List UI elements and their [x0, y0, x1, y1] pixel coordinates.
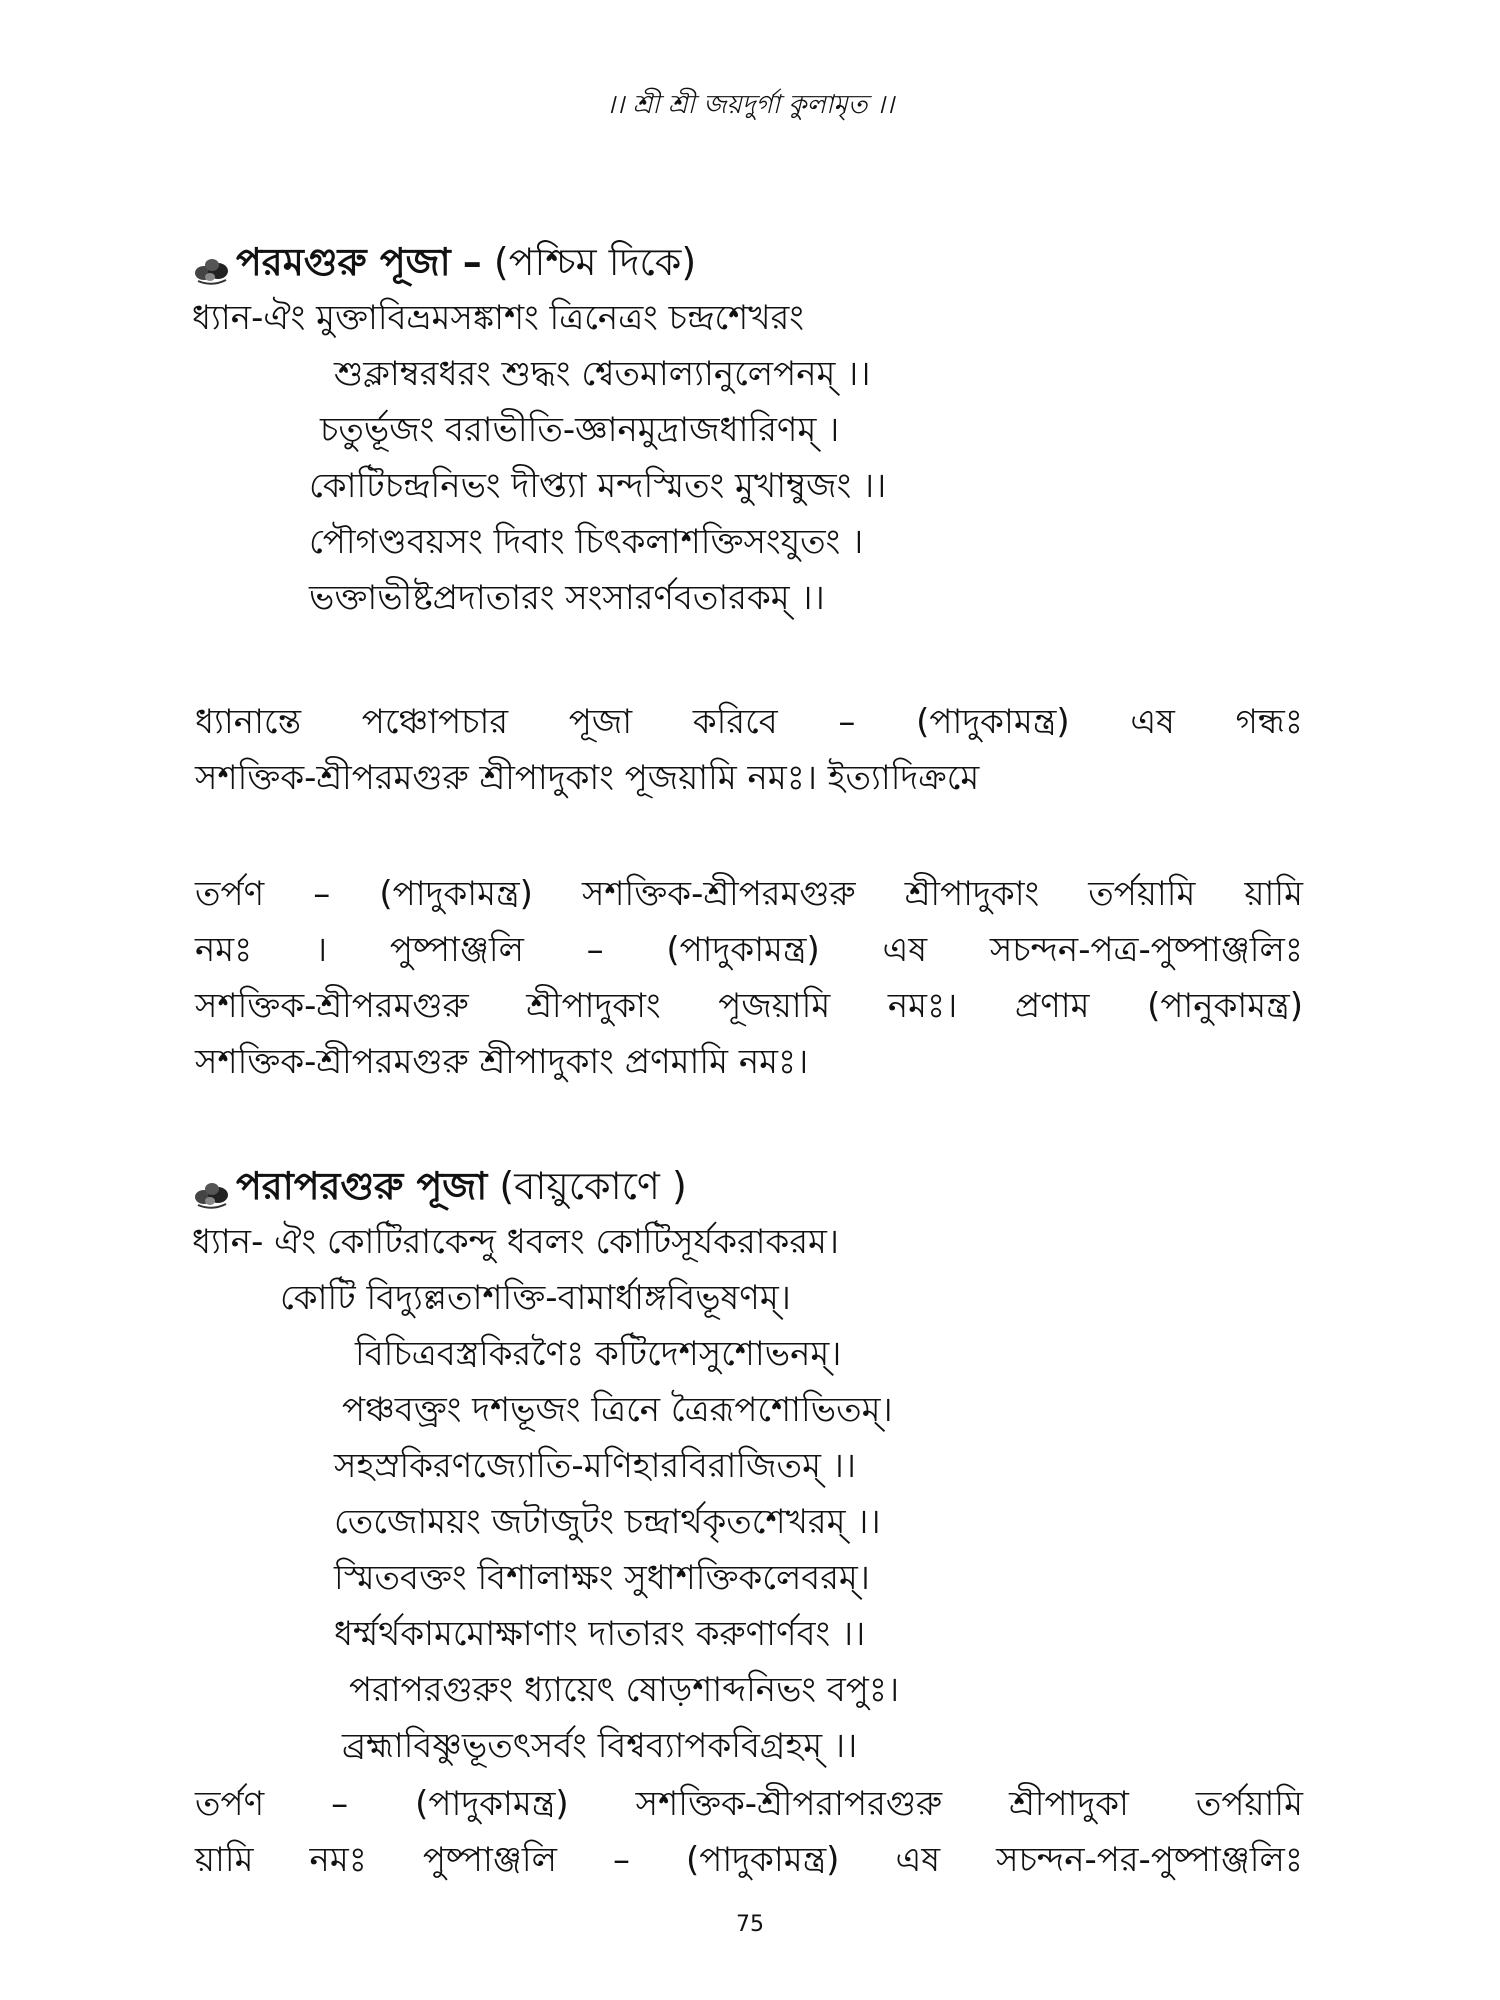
paragraph-line: তর্পণ – (পাদুকামন্ত্র) সশক্তিক-শ্রীপরমগুরু শ্রীপাদুকাং তর্পয়ামি য়ামি: [195, 874, 1303, 914]
verse-line: সহস্রকিরণজ্যোতি-মণিহারবিরাজিতম্ ।।: [334, 1446, 857, 1486]
verse-line: ধর্ম্মর্থকামমোক্ষাণাং দাতারং করুণার্ণবং ।।: [334, 1614, 866, 1654]
heading-dash: –: [462, 240, 482, 284]
page-number: 75: [736, 1912, 764, 1937]
heading-direction: (বায়ুকোণে ): [499, 1164, 687, 1208]
section-title: পরমগুরু পূজা: [236, 240, 451, 284]
section-heading-paramaguru: [192, 236, 696, 288]
running-header: ।। শ্রী শ্রী জয়দুর্গা কুলামৃত ।।: [605, 90, 895, 120]
paragraph-line: ধ্যানান্তে পঞ্চোপচার পূজা করিবে – (পাদুকামন্ত্র) এষ গন্ধঃ: [195, 702, 1303, 742]
verse-line: কোটিচন্দ্রনিভং দীপ্ত্যা মন্দস্মিতং মুখাম্বুজং ।।: [309, 466, 887, 506]
paragraph-pujavidhi: [195, 694, 1303, 806]
verse-line: চতুর্ভূজং বরাভীতি-জ্ঞানমুদ্রাজধারিণম্ ।: [320, 410, 840, 450]
verse-line: ধ্যান-ঐং মুক্তাবিভ্রমসঙ্কাশং ত্রিনেত্রং চন্দ্রশেখরং: [192, 298, 804, 338]
paragraph-tarpana-2: [195, 1776, 1303, 1888]
paragraph-line: সশক্তিক-শ্রীপরমগুরু শ্রীপাদুকাং পূজয়ামি নমঃ। ইত্যাদিক্রমে: [195, 758, 980, 798]
verse-line: পরাপরগুরুং ধ্যায়েৎ ষোড়শাব্দনিভং বপুঃ।: [349, 1670, 900, 1710]
verse-line: শুক্লাম্বরধরং শুদ্ধং শ্বেতমাল্যানুলেপনম্ ।।: [334, 354, 871, 394]
verse-line: কোটি বিদ্যুল্লতাশক্তি-বামার্ধাঙ্গবিভূষণম্।: [280, 1278, 791, 1318]
paragraph-line: তর্পণ – (পাদুকামন্ত্র) সশক্তিক-শ্রীপরাপরগুরু শ্রীপাদুকা তর্পয়ামি: [195, 1784, 1303, 1824]
flower-ornament-icon: [192, 1172, 232, 1206]
heading-direction: (পশ্চিম দিকে): [493, 240, 697, 284]
flower-ornament-icon: [192, 248, 232, 282]
verse-line: ধ্যান- ঐং কোটিরাকেন্দু ধবলং কোটিসূর্যকরাকরম।: [192, 1222, 840, 1262]
paragraph-line: সশক্তিক-শ্রীপরমগুরু শ্রীপাদুকাং প্রণমামি নমঃ।: [195, 1042, 809, 1082]
paragraph-tarpana: [195, 866, 1303, 1090]
verse-line: পঞ্চবক্ত্রং দশভূজং ত্রিনে ত্রৈরূপশোভিতম্।: [342, 1390, 893, 1430]
paragraph-line: য়ামি নমঃ পুষ্পাঞ্জলি – (পাদুকামন্ত্র) এষ সচন্দন-পর-পুষ্পাঞ্জলিঃ: [195, 1840, 1303, 1880]
verse-line: ব্রহ্মাবিষ্ণুভূতৎসর্বং বিশ্বব্যাপকবিগ্রহম্ ।।: [342, 1726, 858, 1766]
verse-line: স্মিতবক্তং বিশালাক্ষং সুধাশক্তিকলেবরম্।: [334, 1558, 870, 1598]
verse-line: বিচিত্রবস্ত্রকিরণৈঃ কটিদেশসুশোভনম্।: [355, 1334, 842, 1374]
section-title: পরাপরগুরু পূজা: [236, 1164, 488, 1208]
verse-line: পৌগণ্ডবয়সং দিবাং চিৎকলাশক্তিসংযুতং ।: [309, 522, 864, 562]
section-heading-paraparaguru: [192, 1160, 687, 1212]
verse-line: ভক্তাভীষ্টপ্রদাতারং সংসারর্ণবতারকম্ ।।: [309, 578, 825, 618]
paragraph-line: নমঃ । পুষ্পাঞ্জলি – (পাদুকামন্ত্র) এষ সচন্দন-পত্র-পুষ্পাঞ্জলিঃ: [195, 930, 1303, 970]
paragraph-line: সশক্তিক-শ্রীপরমগুরু শ্রীপাদুকাং পূজয়ামি নমঃ। প্রণাম (পানুকামন্ত্র): [195, 986, 1303, 1026]
verse-line: তেজোময়ং জটাজুটং চন্দ্রার্থকৃতশেখরম্ ।।: [334, 1502, 881, 1542]
